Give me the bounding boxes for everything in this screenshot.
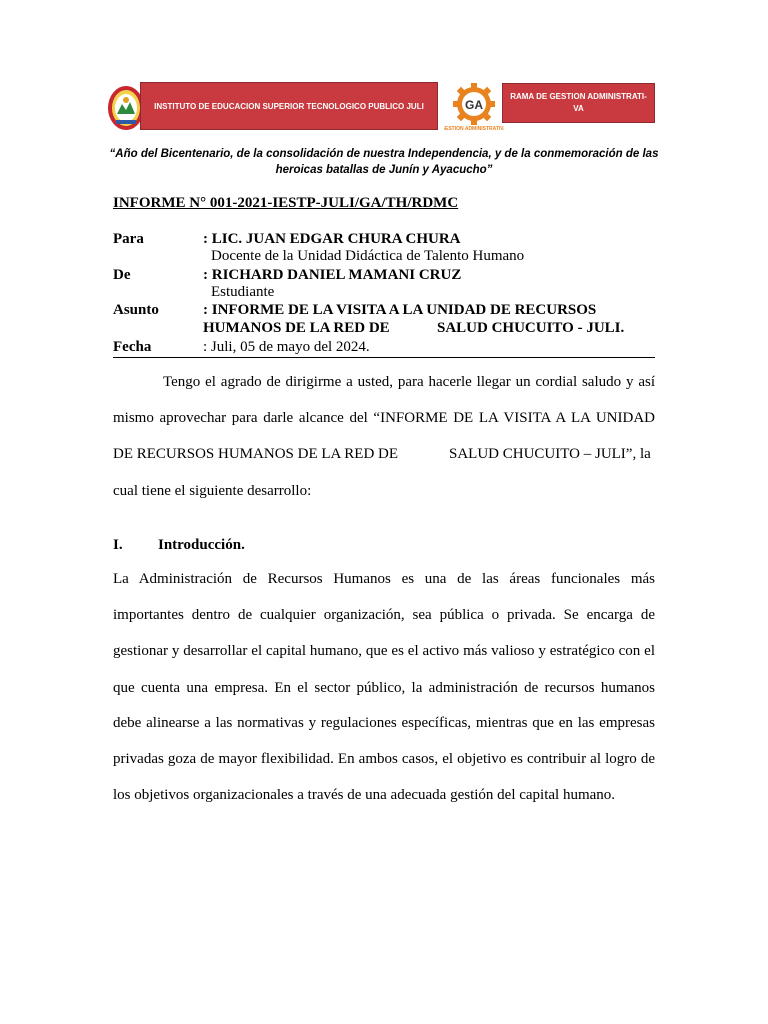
institute-name: INSTITUTO DE EDUCACION SUPERIOR TECNOLOGICO PUBLICO JULI <box>154 101 424 111</box>
para-label: Para <box>113 231 144 247</box>
program-banner <box>502 83 655 123</box>
program-name-line2: VA <box>573 104 584 113</box>
asunto-line-2b: SALUD CHUCUITO - JULI. <box>437 320 625 336</box>
program-name-line1: RAMA DE GESTION ADMINISTRATI- <box>510 92 647 101</box>
institute-banner <box>140 82 438 130</box>
body-line: gestionar y desarrollar el capital humano, que es el activo más valioso y estratégico con el <box>113 643 655 659</box>
body-line: importantes dentro de cualquier organización, sea pública o privada. Se encarga de <box>113 607 655 623</box>
body-line: los objetivos organizacionales a través de una adecuada gestión del capital humano. <box>113 787 616 803</box>
program-logo-text: GA <box>465 98 483 112</box>
fecha-value: : Juli, 05 de mayo del 2024. <box>203 339 370 355</box>
program-logo-caption: GESTION ADMINISTRATIVA <box>444 126 504 132</box>
intro-line-3a: DE RECURSOS HUMANOS DE LA RED DE <box>113 446 399 462</box>
de-subtitle: Estudiante <box>211 284 275 300</box>
body-line: debe alinearse a las normativas y regulaciones específicas, mientras que en las empresas <box>113 715 655 731</box>
intro-line-1: Tengo el agrado de dirigirme a usted, para hacerle llegar un cordial saludo y así <box>163 374 655 390</box>
de-label: De <box>113 267 131 283</box>
de-value: : RICHARD DANIEL MAMANI CRUZ <box>203 267 462 283</box>
fecha-label: Fecha <box>113 339 152 355</box>
header-divider <box>113 357 655 358</box>
motto-line-2: heroicas batallas de Junín y Ayacucho” <box>275 164 493 176</box>
gear-logo-icon <box>444 82 504 136</box>
asunto-line-2a: HUMANOS DE LA RED DE <box>203 320 390 336</box>
section-heading: Introducción. <box>158 537 245 553</box>
asunto-label: Asunto <box>113 302 159 318</box>
intro-line-3b: SALUD CHUCUITO – JULI”, la <box>449 446 651 462</box>
para-value: : LIC. JUAN EDGAR CHURA CHURA <box>203 231 461 247</box>
report-title: INFORME N° 001-2021-IESTP-JULI/GA/TH/RDMC <box>113 195 459 211</box>
para-subtitle: Docente de la Unidad Didáctica de Talento Humano <box>211 248 525 264</box>
intro-line-4: cual tiene el siguiente desarrollo: <box>113 483 312 499</box>
year-motto <box>100 146 668 178</box>
motto-line-1: “Año del Bicentenario, de la consolidación de nuestra Independencia, y de la conmemoración de las <box>109 148 659 160</box>
body-line: La Administración de Recursos Humanos es una de las áreas funcionales más <box>113 571 655 587</box>
intro-line-2: mismo aprovechar para darle alcance del “INFORME DE LA VISITA A LA UNIDAD <box>113 410 655 426</box>
section-number: I. <box>113 537 123 553</box>
body-line: que cuenta una empresa. En el sector público, la administración de recursos humanos <box>113 680 655 696</box>
asunto-line-1: : INFORME DE LA VISITA A LA UNIDAD DE RECURSOS <box>203 302 597 318</box>
program-logo <box>444 82 504 136</box>
body-line: privadas goza de mayor flexibilidad. En ambos casos, el objetivo es contribuir al logro de <box>113 751 655 767</box>
